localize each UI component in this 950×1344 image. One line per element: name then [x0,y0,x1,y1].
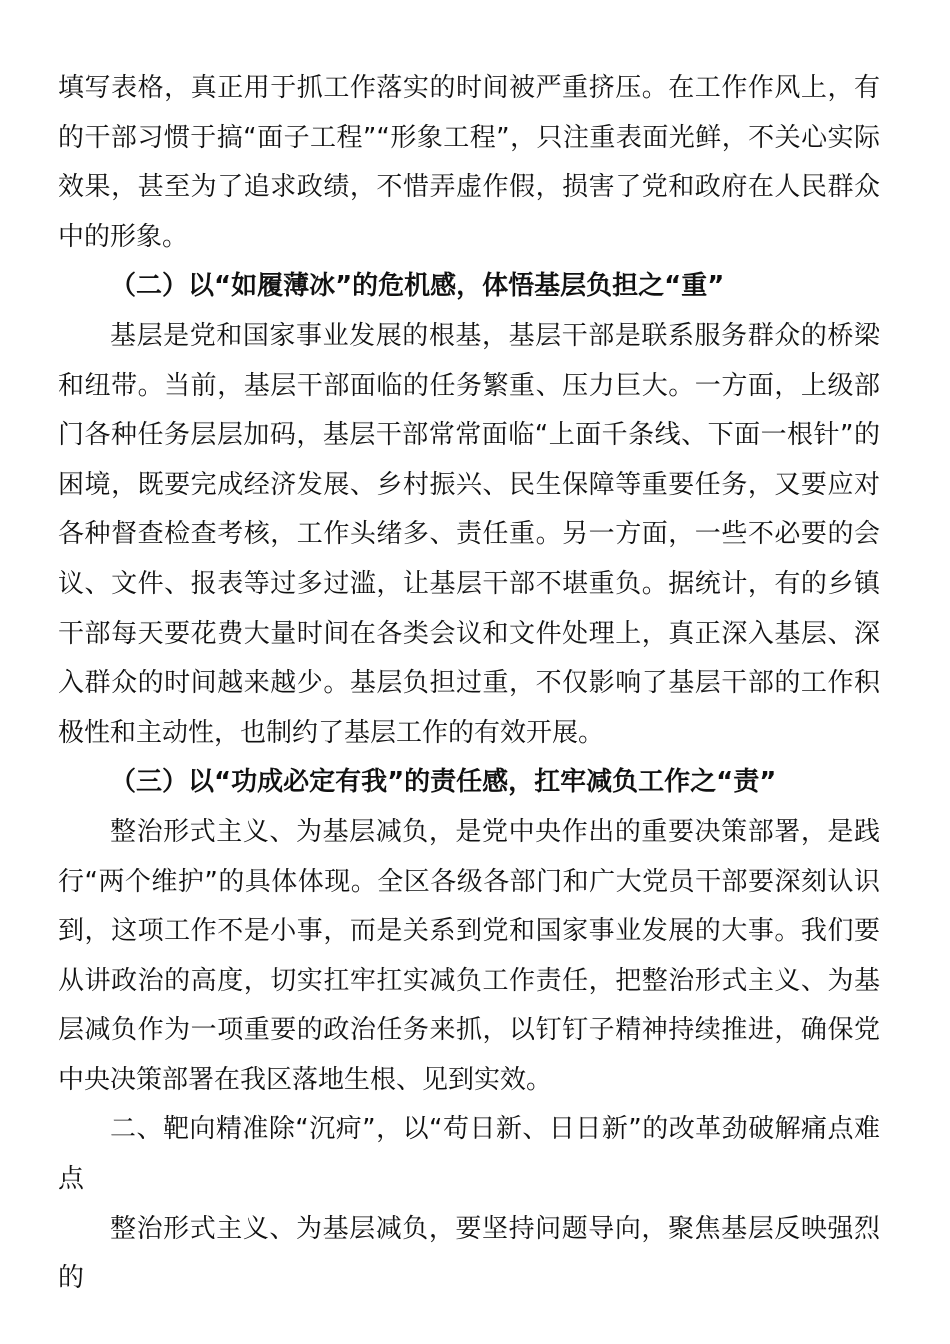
section-heading-2: （二）以“如履薄冰”的危机感，体悟基层负担之“重” [110,271,725,302]
paragraph-continuation: 填写表格，真正用于抓工作落实的时间被严重挤压。在工作作风上，有的干部习惯于搞“面子工程”“形象工程”，只注重表面光鲜，不关心实际效果，甚至为了追求政绩，不惜弄虚作假，损害了党和政府在人民群众中的形象。 [58,73,880,252]
paragraph-grassroots-burden: 基层是党和国家事业发展的根基，基层干部是联系服务群众的桥梁和纽带。当前，基层干部面临的任务繁重、压力巨大。一方面，上级部门各种任务层层加码，基层干部常常面临“上面千条线、下面一根针”的困境，既要完成经济发展、乡村振兴、民生保障等重要任务，又要应对各种督查检查考核，工作头绪多、责任重。另一方面，一些不必要的会议、文件、报表等过多过滥，让基层干部不堪重负。据统计，有的乡镇干部每天要花费大量时间在各类会议和文件处理上，真正深入基层、深入群众的时间越来越少。基层负担过重，不仅影响了基层干部的工作积极性和主动性，也制约了基层工作的有效开展。 [58,320,880,748]
document-page [58,64,880,1304]
paragraph-problem-oriented: 整治形式主义、为基层减负，要坚持问题导向，聚焦基层反映强烈的 [58,1213,880,1294]
section-heading-3: （三）以“功成必定有我”的责任感，扛牢减负工作之“责” [110,767,777,798]
chapter-heading-2: 二、靶向精准除“沉疴”，以“苟日新、日日新”的改革劲破解痛点难点 [58,1114,880,1195]
paragraph-responsibility: 整治形式主义、为基层减负，是党中央作出的重要决策部署，是践行“两个维护”的具体体现。全区各级各部门和广大党员干部要深刻认识到，这项工作不是小事，而是关系到党和国家事业发展的大事。我们要从讲政治的高度，切实扛牢扛实减负工作责任，把整治形式主义、为基层减负作为一项重要的政治任务来抓，以钉钉子精神持续推进，确保党中央决策部署在我区落地生根、见到实效。 [58,816,880,1095]
